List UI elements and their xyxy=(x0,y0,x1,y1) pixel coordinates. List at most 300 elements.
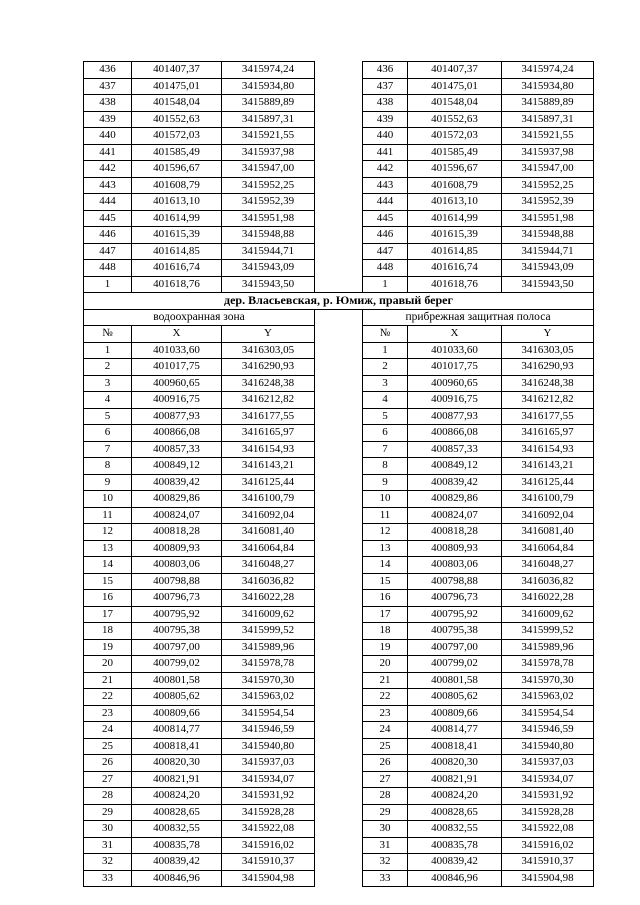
left-y-cell: 3415943,50 xyxy=(222,276,315,293)
left-y-cell: 3415910,37 xyxy=(222,854,315,871)
column-gap xyxy=(315,557,363,574)
left-x-cell: 400796,73 xyxy=(132,590,222,607)
right-x-cell: 400824,20 xyxy=(408,788,502,805)
right-number-cell: 9 xyxy=(363,474,408,491)
right-number-cell: 441 xyxy=(363,144,408,161)
right-header-x: X xyxy=(408,326,502,343)
table-row xyxy=(84,441,594,458)
left-x-cell: 401017,75 xyxy=(132,359,222,376)
left-number-cell: 14 xyxy=(84,557,132,574)
left-number-cell: 30 xyxy=(84,821,132,838)
right-x-cell: 401608,79 xyxy=(408,177,502,194)
left-number-cell: 32 xyxy=(84,854,132,871)
column-gap xyxy=(315,111,363,128)
left-y-cell: 3416064,84 xyxy=(222,540,315,557)
left-y-cell: 3415897,31 xyxy=(222,111,315,128)
right-x-cell: 400849,12 xyxy=(408,458,502,475)
table-row xyxy=(84,161,594,178)
column-gap xyxy=(315,788,363,805)
column-gap xyxy=(315,474,363,491)
right-y-cell: 3415897,31 xyxy=(502,111,594,128)
column-gap xyxy=(315,821,363,838)
left-number-cell: 26 xyxy=(84,755,132,772)
table-row xyxy=(84,755,594,772)
column-gap xyxy=(315,870,363,887)
left-y-cell: 3415951,98 xyxy=(222,210,315,227)
right-x-cell: 401407,37 xyxy=(408,62,502,79)
column-gap xyxy=(315,722,363,739)
right-number-cell: 32 xyxy=(363,854,408,871)
coordinates-document xyxy=(83,61,593,887)
right-y-cell: 3415963,02 xyxy=(502,689,594,706)
right-x-cell: 400846,96 xyxy=(408,870,502,887)
right-x-cell: 400818,28 xyxy=(408,524,502,541)
right-number-cell: 442 xyxy=(363,161,408,178)
column-gap xyxy=(315,854,363,871)
left-number-cell: 437 xyxy=(84,78,132,95)
right-number-cell: 12 xyxy=(363,524,408,541)
column-gap xyxy=(315,507,363,524)
right-x-cell: 400877,93 xyxy=(408,408,502,425)
column-gap xyxy=(315,194,363,211)
right-x-cell: 401596,67 xyxy=(408,161,502,178)
left-number-cell: 22 xyxy=(84,689,132,706)
left-y-cell: 3416177,55 xyxy=(222,408,315,425)
right-x-cell: 400799,02 xyxy=(408,656,502,673)
right-number-cell: 14 xyxy=(363,557,408,574)
right-y-cell: 3416081,40 xyxy=(502,524,594,541)
right-number-cell: 29 xyxy=(363,804,408,821)
left-x-cell: 400798,88 xyxy=(132,573,222,590)
left-y-cell: 3416165,97 xyxy=(222,425,315,442)
right-y-cell: 3415999,52 xyxy=(502,623,594,640)
right-subtitle: прибрежная защитная полоса xyxy=(363,309,594,326)
right-number-cell: 3 xyxy=(363,375,408,392)
table-row xyxy=(84,705,594,722)
right-y-cell: 3415954,54 xyxy=(502,705,594,722)
left-y-cell: 3416303,05 xyxy=(222,342,315,359)
left-number-cell: 447 xyxy=(84,243,132,260)
column-gap xyxy=(315,705,363,722)
right-x-cell: 400803,06 xyxy=(408,557,502,574)
right-y-cell: 3415937,03 xyxy=(502,755,594,772)
left-y-cell: 3415916,02 xyxy=(222,837,315,854)
table-row xyxy=(84,623,594,640)
left-number-cell: 17 xyxy=(84,606,132,623)
table-row xyxy=(84,821,594,838)
right-x-cell: 400797,00 xyxy=(408,639,502,656)
left-number-cell: 24 xyxy=(84,722,132,739)
left-number-cell: 3 xyxy=(84,375,132,392)
left-subtitle: водоохранная зона xyxy=(84,309,315,326)
column-gap xyxy=(315,573,363,590)
right-number-cell: 25 xyxy=(363,738,408,755)
table-row xyxy=(84,342,594,359)
column-gap xyxy=(315,590,363,607)
table-row xyxy=(84,375,594,392)
column-gap xyxy=(315,755,363,772)
right-number-cell: 24 xyxy=(363,722,408,739)
right-number-cell: 21 xyxy=(363,672,408,689)
left-y-cell: 3415943,09 xyxy=(222,260,315,277)
table-row xyxy=(84,111,594,128)
column-gap xyxy=(315,804,363,821)
left-number-cell: 1 xyxy=(84,342,132,359)
right-y-cell: 3416303,05 xyxy=(502,342,594,359)
left-x-cell: 400877,93 xyxy=(132,408,222,425)
left-y-cell: 3415940,80 xyxy=(222,738,315,755)
right-x-cell: 400824,07 xyxy=(408,507,502,524)
left-y-cell: 3416036,82 xyxy=(222,573,315,590)
right-number-cell: 436 xyxy=(363,62,408,79)
table-row xyxy=(84,194,594,211)
right-y-cell: 3415951,98 xyxy=(502,210,594,227)
left-number-cell: 442 xyxy=(84,161,132,178)
left-y-cell: 3416290,93 xyxy=(222,359,315,376)
table-row xyxy=(84,788,594,805)
table-row xyxy=(84,738,594,755)
right-y-cell: 3415928,28 xyxy=(502,804,594,821)
left-number-cell: 23 xyxy=(84,705,132,722)
table-row xyxy=(84,78,594,95)
table-row xyxy=(84,590,594,607)
left-y-cell: 3416143,21 xyxy=(222,458,315,475)
right-x-cell: 400805,62 xyxy=(408,689,502,706)
right-number-cell: 443 xyxy=(363,177,408,194)
right-y-cell: 3415952,39 xyxy=(502,194,594,211)
left-number-cell: 440 xyxy=(84,128,132,145)
right-x-cell: 400829,86 xyxy=(408,491,502,508)
left-y-cell: 3415952,39 xyxy=(222,194,315,211)
right-number-cell: 30 xyxy=(363,821,408,838)
left-number-cell: 443 xyxy=(84,177,132,194)
column-gap xyxy=(315,210,363,227)
right-y-cell: 3416177,55 xyxy=(502,408,594,425)
left-y-cell: 3416100,79 xyxy=(222,491,315,508)
left-x-cell: 400803,06 xyxy=(132,557,222,574)
left-number-cell: 438 xyxy=(84,95,132,112)
left-y-cell: 3415944,71 xyxy=(222,243,315,260)
right-y-cell: 3415944,71 xyxy=(502,243,594,260)
left-y-cell: 3415970,30 xyxy=(222,672,315,689)
right-number-cell: 23 xyxy=(363,705,408,722)
left-number-cell: 9 xyxy=(84,474,132,491)
right-number-cell: 440 xyxy=(363,128,408,145)
right-x-cell: 401548,04 xyxy=(408,95,502,112)
table-row xyxy=(84,425,594,442)
left-y-cell: 3415954,54 xyxy=(222,705,315,722)
left-x-cell: 401596,67 xyxy=(132,161,222,178)
left-y-cell: 3415978,78 xyxy=(222,656,315,673)
table-row xyxy=(84,606,594,623)
right-y-cell: 3415916,02 xyxy=(502,837,594,854)
left-x-cell: 400839,42 xyxy=(132,474,222,491)
right-number-cell: 17 xyxy=(363,606,408,623)
right-x-cell: 401585,49 xyxy=(408,144,502,161)
right-x-cell: 401552,63 xyxy=(408,111,502,128)
left-number-cell: 1 xyxy=(84,276,132,293)
right-x-cell: 400839,42 xyxy=(408,474,502,491)
table-row xyxy=(84,837,594,854)
left-number-cell: 4 xyxy=(84,392,132,409)
right-x-cell: 401033,60 xyxy=(408,342,502,359)
right-x-cell: 400857,33 xyxy=(408,441,502,458)
left-x-cell: 400801,58 xyxy=(132,672,222,689)
column-gap xyxy=(315,177,363,194)
right-y-cell: 3416212,82 xyxy=(502,392,594,409)
left-x-cell: 400828,65 xyxy=(132,804,222,821)
table-row xyxy=(84,458,594,475)
right-y-cell: 3416064,84 xyxy=(502,540,594,557)
column-gap xyxy=(315,408,363,425)
left-y-cell: 3415946,59 xyxy=(222,722,315,739)
left-number-cell: 439 xyxy=(84,111,132,128)
left-y-cell: 3415999,52 xyxy=(222,623,315,640)
left-x-cell: 400839,42 xyxy=(132,854,222,871)
left-number-cell: 444 xyxy=(84,194,132,211)
table-row xyxy=(84,62,594,79)
left-x-cell: 401552,63 xyxy=(132,111,222,128)
left-number-cell: 6 xyxy=(84,425,132,442)
column-gap xyxy=(315,128,363,145)
right-y-cell: 3416092,04 xyxy=(502,507,594,524)
table-row xyxy=(84,491,594,508)
left-x-cell: 400846,96 xyxy=(132,870,222,887)
column-gap xyxy=(315,95,363,112)
column-gap xyxy=(315,771,363,788)
right-y-cell: 3415934,80 xyxy=(502,78,594,95)
right-y-cell: 3415978,78 xyxy=(502,656,594,673)
right-y-cell: 3415947,00 xyxy=(502,161,594,178)
table-row xyxy=(84,557,594,574)
right-number-cell: 448 xyxy=(363,260,408,277)
left-y-cell: 3416009,62 xyxy=(222,606,315,623)
column-gap xyxy=(315,227,363,244)
right-number-cell: 27 xyxy=(363,771,408,788)
left-x-cell: 401613,10 xyxy=(132,194,222,211)
left-x-cell: 400818,41 xyxy=(132,738,222,755)
left-number-cell: 28 xyxy=(84,788,132,805)
column-gap xyxy=(315,342,363,359)
left-x-cell: 400821,91 xyxy=(132,771,222,788)
column-gap xyxy=(315,689,363,706)
left-y-cell: 3415922,08 xyxy=(222,821,315,838)
left-y-cell: 3416081,40 xyxy=(222,524,315,541)
column-gap xyxy=(315,425,363,442)
left-y-cell: 3416212,82 xyxy=(222,392,315,409)
left-x-cell: 401407,37 xyxy=(132,62,222,79)
right-x-cell: 400960,65 xyxy=(408,375,502,392)
table-row xyxy=(84,524,594,541)
table-row xyxy=(84,804,594,821)
table-row xyxy=(84,359,594,376)
left-x-cell: 400960,65 xyxy=(132,375,222,392)
right-x-cell: 400795,92 xyxy=(408,606,502,623)
right-x-cell: 400795,38 xyxy=(408,623,502,640)
column-gap xyxy=(315,656,363,673)
left-number-cell: 21 xyxy=(84,672,132,689)
left-y-cell: 3415937,98 xyxy=(222,144,315,161)
table-row xyxy=(84,128,594,145)
right-number-cell: 446 xyxy=(363,227,408,244)
left-number-cell: 8 xyxy=(84,458,132,475)
left-number-cell: 448 xyxy=(84,260,132,277)
section-header xyxy=(84,293,594,343)
column-gap xyxy=(315,606,363,623)
table-row xyxy=(84,771,594,788)
left-x-cell: 401616,74 xyxy=(132,260,222,277)
right-x-cell: 400866,08 xyxy=(408,425,502,442)
left-number-cell: 10 xyxy=(84,491,132,508)
right-y-cell: 3416036,82 xyxy=(502,573,594,590)
right-number-cell: 26 xyxy=(363,755,408,772)
table-row xyxy=(84,722,594,739)
column-gap xyxy=(315,524,363,541)
column-gap xyxy=(315,458,363,475)
right-y-cell: 3416048,27 xyxy=(502,557,594,574)
left-x-cell: 400809,93 xyxy=(132,540,222,557)
right-number-cell: 6 xyxy=(363,425,408,442)
table-row xyxy=(84,144,594,161)
table-row xyxy=(84,95,594,112)
column-gap xyxy=(315,392,363,409)
column-gap xyxy=(315,62,363,79)
left-y-cell: 3415937,03 xyxy=(222,755,315,772)
right-y-cell: 3415989,96 xyxy=(502,639,594,656)
right-y-cell: 3415948,88 xyxy=(502,227,594,244)
main-rows xyxy=(84,342,594,887)
right-x-cell: 401616,74 xyxy=(408,260,502,277)
column-gap xyxy=(315,491,363,508)
left-number-cell: 31 xyxy=(84,837,132,854)
left-x-cell: 400795,92 xyxy=(132,606,222,623)
left-number-cell: 2 xyxy=(84,359,132,376)
right-y-cell: 3415937,98 xyxy=(502,144,594,161)
table-row xyxy=(84,507,594,524)
column-gap xyxy=(315,260,363,277)
column-gap xyxy=(315,639,363,656)
table-row xyxy=(84,870,594,887)
left-number-cell: 15 xyxy=(84,573,132,590)
left-x-cell: 400916,75 xyxy=(132,392,222,409)
top-rows xyxy=(84,62,594,293)
right-number-cell: 7 xyxy=(363,441,408,458)
table-row xyxy=(84,408,594,425)
right-number-cell: 5 xyxy=(363,408,408,425)
left-number-cell: 11 xyxy=(84,507,132,524)
left-number-cell: 25 xyxy=(84,738,132,755)
right-number-cell: 10 xyxy=(363,491,408,508)
right-number-cell: 20 xyxy=(363,656,408,673)
column-gap xyxy=(315,144,363,161)
right-y-cell: 3415952,25 xyxy=(502,177,594,194)
table-row xyxy=(84,656,594,673)
column-gap xyxy=(315,540,363,557)
left-y-cell: 3415921,55 xyxy=(222,128,315,145)
right-x-cell: 400828,65 xyxy=(408,804,502,821)
right-number-cell: 4 xyxy=(363,392,408,409)
left-y-cell: 3415934,80 xyxy=(222,78,315,95)
left-number-cell: 16 xyxy=(84,590,132,607)
left-number-cell: 27 xyxy=(84,771,132,788)
right-number-cell: 1 xyxy=(363,342,408,359)
right-x-cell: 400821,91 xyxy=(408,771,502,788)
right-x-cell: 401613,10 xyxy=(408,194,502,211)
left-x-cell: 400829,86 xyxy=(132,491,222,508)
left-y-cell: 3415934,07 xyxy=(222,771,315,788)
left-y-cell: 3416092,04 xyxy=(222,507,315,524)
column-gap xyxy=(315,326,363,343)
left-x-cell: 401585,49 xyxy=(132,144,222,161)
left-y-cell: 3415963,02 xyxy=(222,689,315,706)
left-y-cell: 3415974,24 xyxy=(222,62,315,79)
left-number-cell: 20 xyxy=(84,656,132,673)
left-number-cell: 445 xyxy=(84,210,132,227)
right-number-cell: 15 xyxy=(363,573,408,590)
table-row xyxy=(84,177,594,194)
left-x-cell: 400820,30 xyxy=(132,755,222,772)
left-y-cell: 3415928,28 xyxy=(222,804,315,821)
left-number-cell: 33 xyxy=(84,870,132,887)
left-y-cell: 3415904,98 xyxy=(222,870,315,887)
left-y-cell: 3416248,38 xyxy=(222,375,315,392)
right-header-number: № xyxy=(363,326,408,343)
left-header-x: X xyxy=(132,326,222,343)
left-x-cell: 400809,66 xyxy=(132,705,222,722)
right-y-cell: 3416154,93 xyxy=(502,441,594,458)
left-header-y: Y xyxy=(222,326,315,343)
right-x-cell: 400809,66 xyxy=(408,705,502,722)
left-x-cell: 400824,07 xyxy=(132,507,222,524)
right-number-cell: 445 xyxy=(363,210,408,227)
right-y-cell: 3416143,21 xyxy=(502,458,594,475)
left-x-cell: 400814,77 xyxy=(132,722,222,739)
right-x-cell: 401615,39 xyxy=(408,227,502,244)
left-y-cell: 3416022,28 xyxy=(222,590,315,607)
left-y-cell: 3416048,27 xyxy=(222,557,315,574)
right-x-cell: 401614,99 xyxy=(408,210,502,227)
right-number-cell: 1 xyxy=(363,276,408,293)
left-y-cell: 3415948,88 xyxy=(222,227,315,244)
right-x-cell: 400796,73 xyxy=(408,590,502,607)
right-number-cell: 18 xyxy=(363,623,408,640)
right-y-cell: 3416022,28 xyxy=(502,590,594,607)
right-number-cell: 439 xyxy=(363,111,408,128)
right-x-cell: 400798,88 xyxy=(408,573,502,590)
table-row xyxy=(84,243,594,260)
left-y-cell: 3415952,25 xyxy=(222,177,315,194)
left-number-cell: 446 xyxy=(84,227,132,244)
right-y-cell: 3415970,30 xyxy=(502,672,594,689)
right-y-cell: 3416009,62 xyxy=(502,606,594,623)
left-x-cell: 400835,78 xyxy=(132,837,222,854)
table-row xyxy=(84,573,594,590)
left-header-number: № xyxy=(84,326,132,343)
right-x-cell: 400801,58 xyxy=(408,672,502,689)
right-x-cell: 401475,01 xyxy=(408,78,502,95)
right-x-cell: 400818,41 xyxy=(408,738,502,755)
right-x-cell: 401614,85 xyxy=(408,243,502,260)
right-y-cell: 3415921,55 xyxy=(502,128,594,145)
right-x-cell: 400835,78 xyxy=(408,837,502,854)
column-gap xyxy=(315,276,363,293)
right-header-y: Y xyxy=(502,326,594,343)
table-row xyxy=(84,260,594,277)
left-number-cell: 18 xyxy=(84,623,132,640)
table-row xyxy=(84,392,594,409)
right-number-cell: 444 xyxy=(363,194,408,211)
right-number-cell: 28 xyxy=(363,788,408,805)
